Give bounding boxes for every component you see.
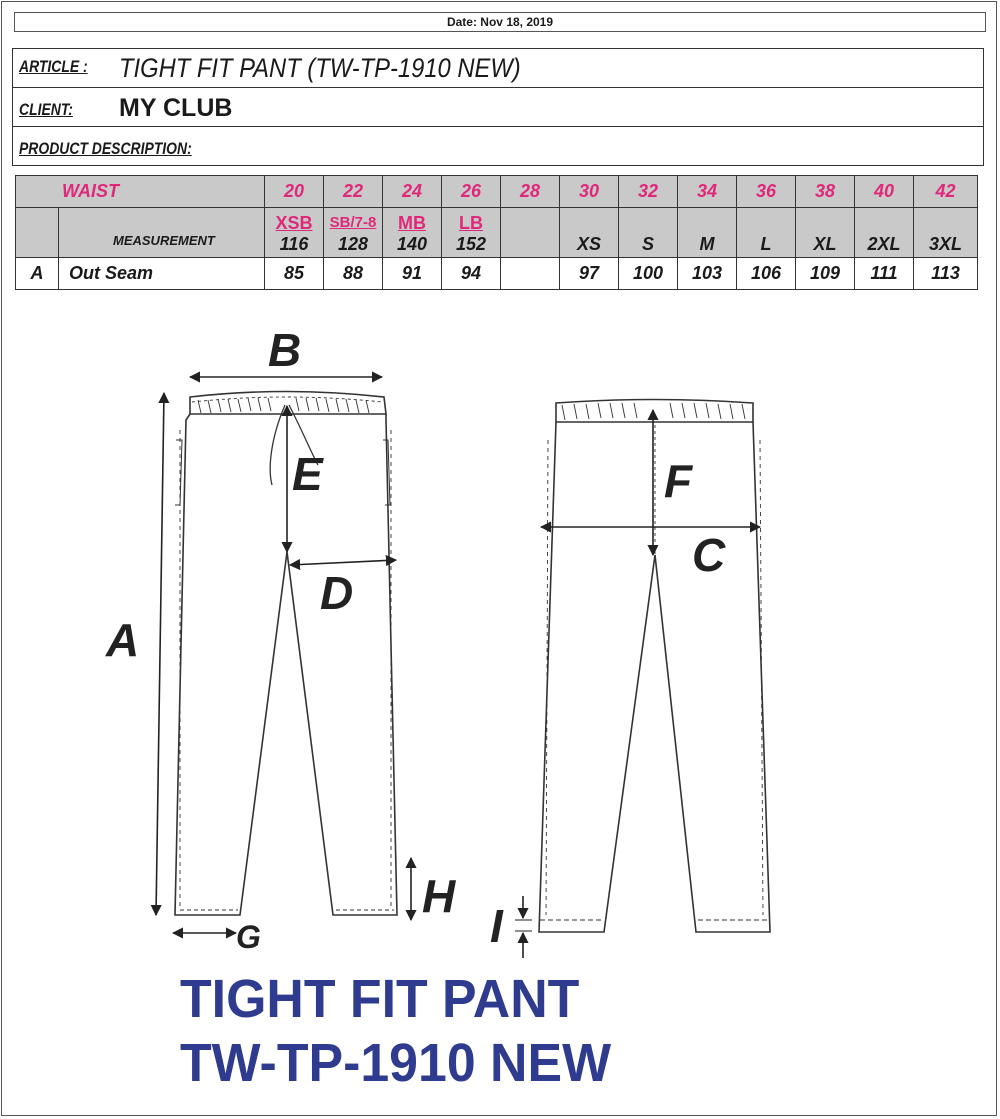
- waist-size: 40: [855, 176, 914, 208]
- description-row: [13, 127, 983, 165]
- measurement-value: 85: [265, 258, 324, 290]
- youth-size-value: 152: [455, 234, 487, 254]
- measurement-value: 91: [383, 258, 442, 290]
- measurement-value: 94: [442, 258, 501, 290]
- product-title: TIGHT FIT PANT: [180, 969, 580, 1029]
- measurement-header: [59, 208, 265, 258]
- arrow-d: [290, 560, 396, 565]
- empty-cell: [16, 208, 59, 258]
- waist-size: 22: [324, 176, 383, 208]
- waist-row: [16, 176, 978, 208]
- measurement-value: 106: [737, 258, 796, 290]
- table-row: [16, 258, 978, 290]
- adult-size-code: XS: [576, 234, 601, 254]
- measurement-value: 97: [560, 258, 619, 290]
- row-label: Out Seam: [59, 258, 265, 290]
- waist-label: WAIST: [16, 176, 265, 208]
- label-b: B: [268, 324, 302, 376]
- youth-size-code: XSB: [275, 213, 313, 233]
- measurement-value: 109: [796, 258, 855, 290]
- back-side-stitch: [546, 440, 763, 915]
- info-block: [12, 48, 984, 166]
- row-letter: A: [16, 258, 59, 290]
- back-leg-outline: [539, 422, 770, 932]
- youth-size-value: 128: [337, 234, 369, 254]
- waist-size: 32: [619, 176, 678, 208]
- label-f: F: [664, 455, 693, 507]
- label-d: D: [320, 567, 354, 619]
- adult-size-code: L: [760, 234, 772, 254]
- adult-size-cell: [560, 208, 619, 258]
- blank-size-cell: [501, 208, 560, 258]
- adult-size-cell: [737, 208, 796, 258]
- adult-size-code: M: [699, 234, 715, 254]
- measurement-label: MEASUREMENT: [113, 233, 215, 248]
- measurement-value: 100: [619, 258, 678, 290]
- adult-size-cell: [796, 208, 855, 258]
- measurement-value: 88: [324, 258, 383, 290]
- measurement-value: 111: [855, 258, 914, 290]
- youth-size-cell: [324, 208, 383, 258]
- date-box: Date: Nov 18, 2019: [14, 12, 986, 32]
- left-pocket: [175, 440, 182, 505]
- label-h: H: [422, 870, 456, 922]
- back-waistband: [556, 400, 753, 423]
- article-row: [13, 49, 983, 88]
- label-a: A: [106, 614, 140, 666]
- front-view-pant: [175, 392, 397, 916]
- adult-size-cell: [855, 208, 914, 258]
- label-e: E: [292, 448, 323, 500]
- waist-size: 24: [383, 176, 442, 208]
- adult-size-cell: [678, 208, 737, 258]
- size-table: [15, 175, 978, 290]
- pant-technical-drawing: [0, 300, 1000, 1000]
- description-label: PRODUCT DESCRIPTION:: [19, 139, 192, 158]
- waist-size: 34: [678, 176, 737, 208]
- size-code-row: [16, 208, 978, 258]
- arrow-a: [156, 393, 164, 915]
- youth-size-code: MB: [398, 213, 426, 233]
- youth-size-code: LB: [459, 213, 483, 233]
- front-leg-outline: [175, 414, 397, 915]
- back-view-pant: [539, 400, 770, 933]
- article-label: ARTICLE :: [19, 57, 88, 76]
- client-row: [13, 88, 983, 127]
- waist-size: 42: [914, 176, 978, 208]
- product-code: TW-TP-1910 NEW: [180, 1033, 612, 1093]
- adult-size-code: S: [641, 234, 654, 254]
- waist-size: 28: [501, 176, 560, 208]
- drawcord-left: [270, 405, 285, 485]
- measurement-value: [501, 258, 560, 290]
- measurement-value: 103: [678, 258, 737, 290]
- youth-size-value: 116: [279, 234, 309, 254]
- client-label: CLIENT:: [19, 100, 73, 119]
- waist-size: 26: [442, 176, 501, 208]
- waist-size: 38: [796, 176, 855, 208]
- youth-size-value: 140: [396, 234, 428, 254]
- label-c: C: [692, 529, 726, 581]
- client-value: MY CLUB: [119, 94, 233, 122]
- adult-size-code: 2XL: [867, 234, 901, 254]
- adult-size-code: 3XL: [928, 234, 962, 254]
- waist-size: 30: [560, 176, 619, 208]
- label-i: I: [490, 900, 503, 952]
- youth-size-cell: [265, 208, 324, 258]
- adult-size-cell: [914, 208, 978, 258]
- youth-size-code: SB/7-8: [329, 214, 377, 231]
- measurement-value: 113: [914, 258, 978, 290]
- waist-size: 20: [265, 176, 324, 208]
- article-value: TIGHT FIT PANT (TW-TP-1910 NEW): [119, 53, 521, 83]
- adult-size-cell: [619, 208, 678, 258]
- label-g: G: [236, 919, 261, 955]
- youth-size-cell: [383, 208, 442, 258]
- waist-size: 36: [737, 176, 796, 208]
- youth-size-cell: [442, 208, 501, 258]
- adult-size-code: XL: [813, 234, 837, 254]
